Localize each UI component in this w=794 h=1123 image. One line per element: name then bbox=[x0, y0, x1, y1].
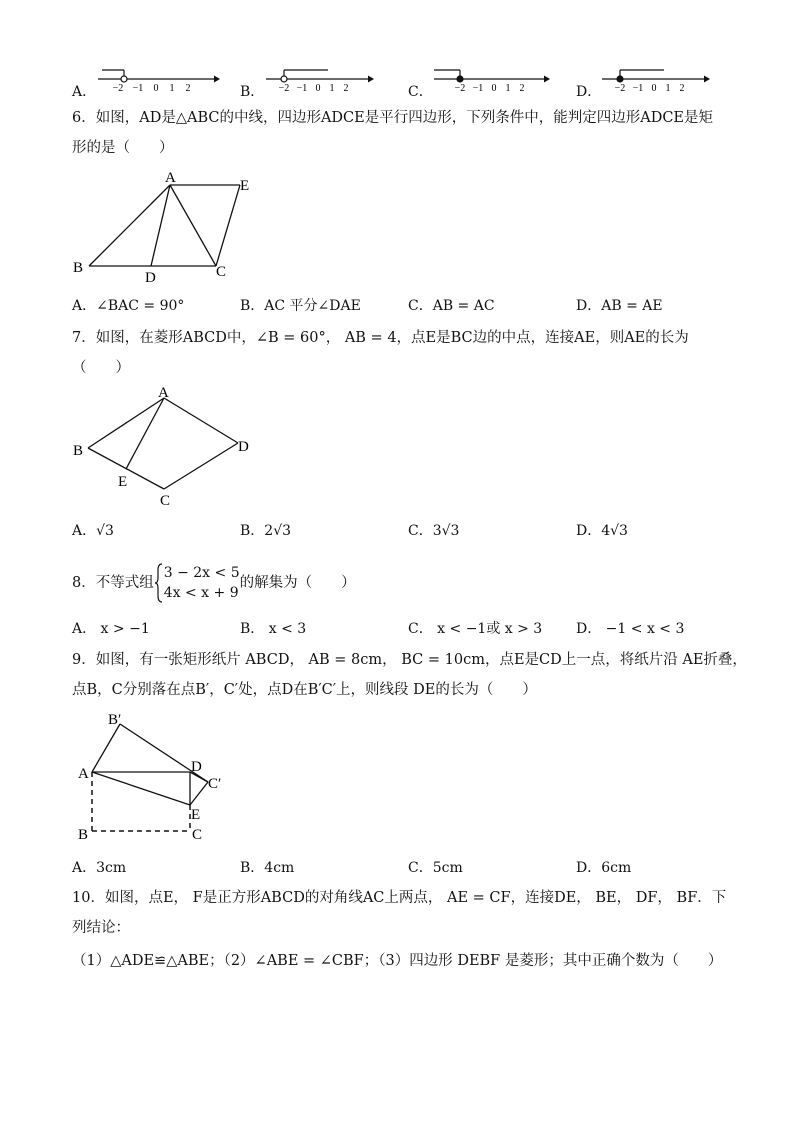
point-label-a: A bbox=[158, 385, 169, 401]
q7-stem-line2: （ ） bbox=[72, 360, 130, 376]
q8-system bbox=[164, 563, 240, 603]
q8-inequality-2: 4x < x + 9 bbox=[163, 585, 239, 601]
tick-label: −1 bbox=[132, 83, 144, 94]
q8-inequality-1: 3 − 2x < 5 bbox=[163, 565, 240, 581]
q6-figure bbox=[70, 168, 270, 288]
point-label-e: E bbox=[191, 807, 201, 823]
tick-label: 0 bbox=[153, 83, 159, 94]
point-label-d: D bbox=[191, 759, 202, 775]
point-label-c: C bbox=[192, 827, 203, 843]
q9-stem-line2: 点B，C分别落在点B′，C′处，点D在B′C′上，则线段 DE的长为（ ） bbox=[72, 682, 537, 698]
q7-option-c: C．3√3 bbox=[408, 523, 460, 539]
q8-option-d: D． −1 < x < 3 bbox=[576, 621, 685, 637]
q10-stem-line1: 10．如图，点E， F是正方形ABCD的对角线AC上两点， AE = CF，连接DE， BE， DF， BF．下 bbox=[72, 890, 727, 906]
point-label-a: A bbox=[78, 766, 89, 782]
q7-option-a: A．√3 bbox=[72, 523, 114, 539]
tick-label: −1 bbox=[472, 83, 484, 94]
q8-option-a: A． x > −1 bbox=[72, 621, 150, 637]
tick-label: −1 bbox=[632, 83, 644, 94]
q8-stem bbox=[72, 562, 356, 604]
q10-stem-line3: （1）△ADE≌△ABE；（2）∠ABE = ∠CBF；（3）四边形 DEBF 是菱形；其中正确个数为（ ） bbox=[72, 953, 723, 969]
q7-option-d: D．4√3 bbox=[576, 523, 628, 539]
tick-label: −1 bbox=[296, 83, 308, 94]
tick-label: 2 bbox=[185, 83, 191, 94]
q9-option-a: A．3cm bbox=[72, 860, 127, 876]
q8-option-c: C． x < −1或 x > 3 bbox=[408, 621, 543, 637]
point-label-c: C bbox=[160, 493, 171, 509]
q10-stem-line2: 列结论： bbox=[72, 920, 130, 936]
tick-label: 1 bbox=[329, 83, 335, 94]
tick-label: 1 bbox=[505, 83, 511, 94]
q6-option-a: A．∠BAC = 90° bbox=[72, 298, 185, 314]
brace-symbol bbox=[154, 562, 164, 604]
q5-option-a-label: A． bbox=[72, 84, 97, 100]
point-label-c-prime: C′ bbox=[208, 776, 222, 792]
tick-label: 2 bbox=[519, 83, 525, 94]
q6-option-b: B．AC 平分∠DAE bbox=[240, 298, 361, 314]
q6-stem-line1: 6．如图，AD是△ABC的中线，四边形ADCE是平行四边形，下列条件中，能判定四边形ADCE是矩 bbox=[72, 110, 714, 126]
q9-option-d: D．6cm bbox=[576, 860, 632, 876]
q6-stem-line2: 形的是（ ） bbox=[72, 140, 174, 156]
tick-label: −2 bbox=[614, 83, 626, 94]
q9-figure bbox=[70, 708, 250, 848]
point-label-b: B bbox=[73, 443, 84, 459]
q8-suffix: 的解集为（ ） bbox=[239, 575, 356, 591]
q7-stem-line1: 7．如图，在菱形ABCD中，∠B = 60°， AB = 4，点E是BC边的中点，连接AE，则AE的长为 bbox=[72, 330, 689, 346]
q5-option-d-numberline bbox=[600, 62, 725, 92]
tick-label: −2 bbox=[278, 83, 290, 94]
q9-option-b: B．4cm bbox=[240, 860, 295, 876]
point-label-d: D bbox=[145, 270, 156, 286]
q8-prefix: 8．不等式组 bbox=[72, 575, 154, 591]
tick-label: 1 bbox=[169, 83, 175, 94]
q5-option-c-numberline bbox=[432, 62, 557, 92]
point-label-a: A bbox=[165, 170, 176, 186]
tick-label: 2 bbox=[343, 83, 349, 94]
tick-label: −2 bbox=[454, 83, 466, 94]
q5-option-a-numberline bbox=[96, 62, 221, 92]
q5-option-d-label: D． bbox=[576, 84, 602, 100]
point-label-b: B bbox=[73, 260, 84, 276]
q7-figure bbox=[70, 384, 270, 509]
point-label-c: C bbox=[216, 264, 227, 280]
point-label-e: E bbox=[118, 474, 128, 490]
q5-option-b-label: B． bbox=[240, 84, 265, 100]
tick-label: 0 bbox=[491, 83, 497, 94]
q5-option-b-numberline bbox=[264, 62, 389, 92]
tick-label: 0 bbox=[315, 83, 321, 94]
point-label-d: D bbox=[238, 439, 249, 455]
q9-stem-line1: 9．如图，有一张矩形纸片 ABCD， AB = 8cm， BC = 10cm，点E是CD上一点，将纸片沿 AE折叠， bbox=[72, 652, 747, 668]
q6-option-d: D．AB = AE bbox=[576, 298, 663, 314]
q8-option-b: B． x < 3 bbox=[240, 621, 307, 637]
tick-label: −2 bbox=[112, 83, 124, 94]
point-label-e: E bbox=[240, 178, 250, 194]
q7-option-b: B．2√3 bbox=[240, 523, 292, 539]
tick-label: 0 bbox=[651, 83, 657, 94]
tick-label: 2 bbox=[679, 83, 685, 94]
q9-option-c: C．5cm bbox=[408, 860, 463, 876]
q5-option-c-label: C． bbox=[408, 84, 433, 100]
q6-option-c: C．AB = AC bbox=[408, 298, 495, 314]
point-label-b: B bbox=[78, 827, 89, 843]
tick-label: 1 bbox=[665, 83, 671, 94]
point-label-b-prime: B′ bbox=[108, 712, 122, 728]
